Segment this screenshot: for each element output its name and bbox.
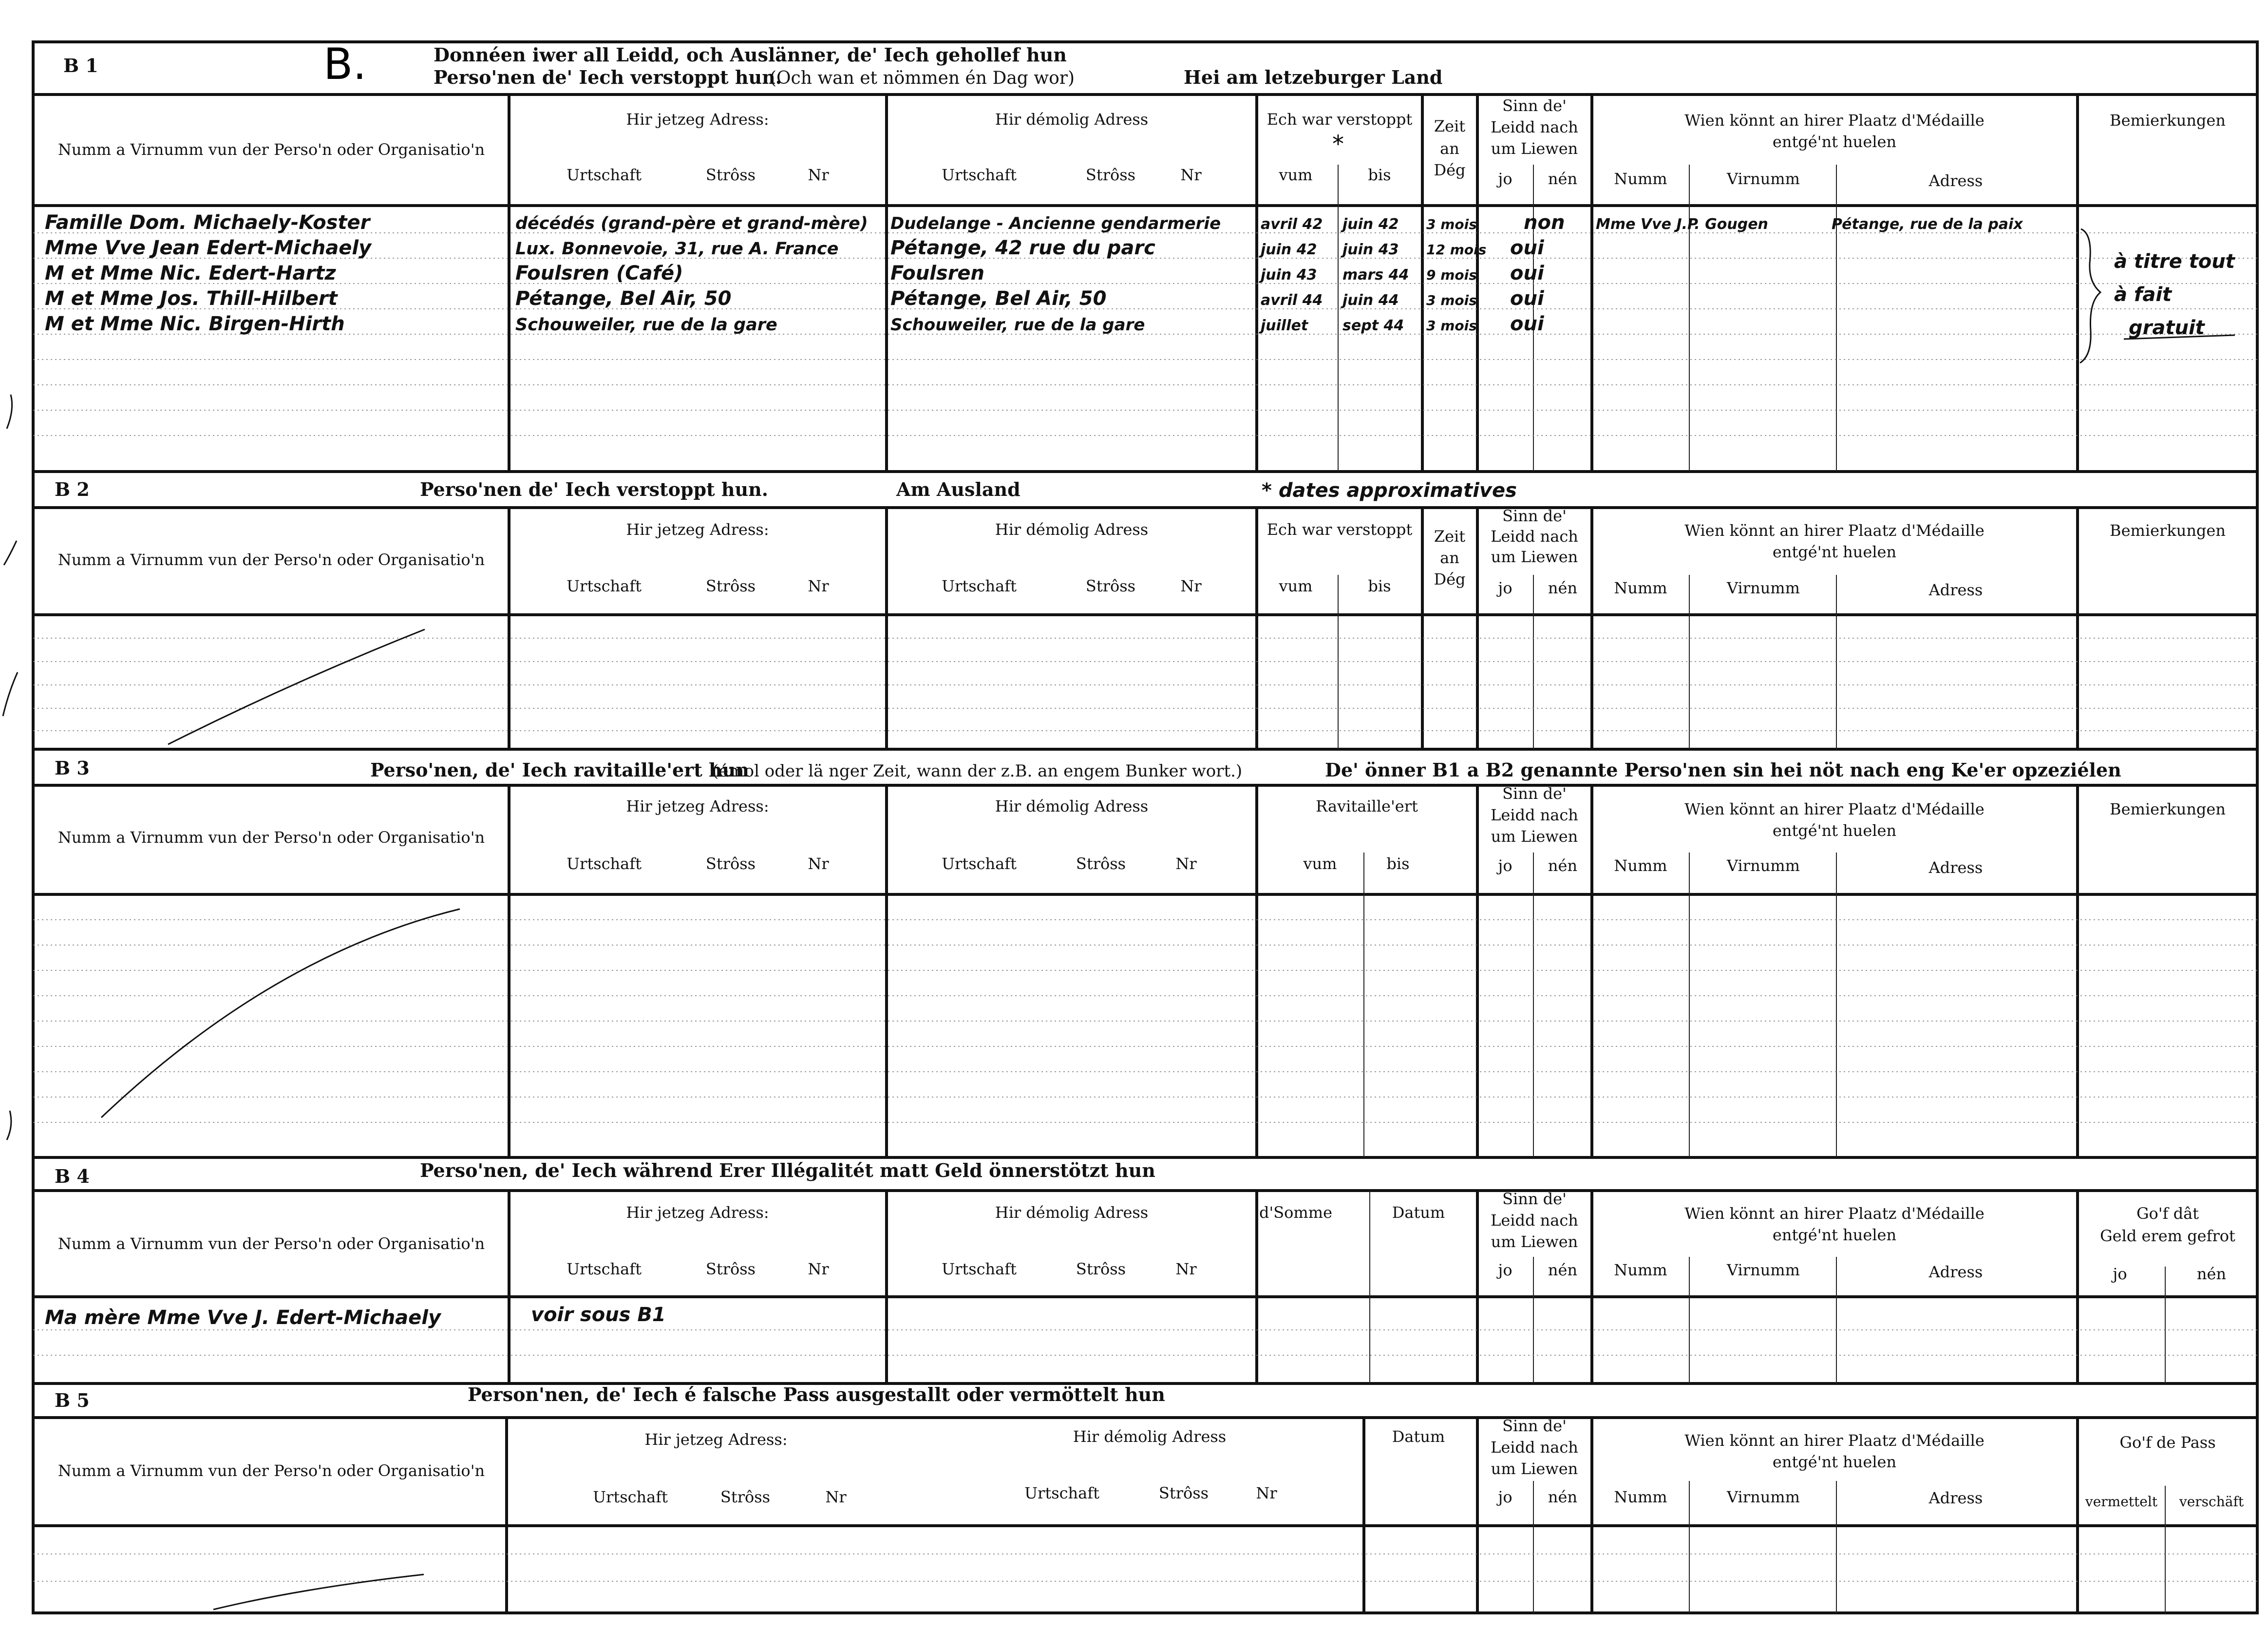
- header-sinn: Sinn de': [1502, 784, 1567, 803]
- header-nr-former: Nr: [1256, 1484, 1277, 1502]
- header-jo: jo: [2113, 1265, 2127, 1283]
- header-stross: Strôss: [720, 1488, 771, 1506]
- header-name: Numm a Virnumm vun der Perso'n oder Organisatio'n: [57, 550, 485, 569]
- header-zeit-deg: Dég: [1434, 570, 1466, 588]
- header-numm: Numm: [1614, 579, 1667, 597]
- header-vum: vum: [1303, 854, 1337, 873]
- header-bis: bis: [1386, 854, 1410, 873]
- header-adress: Adress: [1928, 171, 1983, 190]
- header-nen: nén: [2196, 1265, 2227, 1283]
- entry-status: oui: [1510, 262, 1544, 284]
- table-row: [45, 313, 1545, 335]
- entry-name: Famille Dom. Michaely-Koster: [45, 211, 370, 234]
- section-code-b5: B 5: [55, 1389, 90, 1411]
- header-hidden: Ech war verstoppt: [1266, 520, 1413, 539]
- header-medal: Wien könnt an hirer Plaatz d'Médaille: [1684, 800, 1984, 818]
- entry-bis: mars 44: [1342, 266, 1409, 284]
- header-sinn-liewen: um Liewen: [1491, 1232, 1578, 1251]
- header-former-address: Hir démolig Adress: [995, 797, 1149, 815]
- header-name: Numm a Virnumm vun der Perso'n oder Organisatio'n: [57, 140, 485, 159]
- entry-current: Schouweiler, rue de la gare: [515, 315, 777, 335]
- header-gof-money-2: Geld erem gefrot: [2100, 1227, 2235, 1245]
- header-name: Numm a Virnumm vun der Perso'n oder Organisatio'n: [57, 1234, 485, 1253]
- header-verschaft: verschäft: [2179, 1494, 2244, 1510]
- margin-mark: [7, 395, 12, 429]
- header-urtschaft: Urtschaft: [567, 1260, 642, 1278]
- entry-bis: juin 44: [1342, 292, 1399, 309]
- header-vum: vum: [1279, 577, 1313, 595]
- margin-mark: [3, 672, 18, 716]
- header-stross-former: Strôss: [1158, 1484, 1209, 1502]
- header-medal-2: entgé'nt huelen: [1772, 1226, 1897, 1244]
- header-bis: bis: [1368, 166, 1391, 184]
- entry-former: Pétange, Bel Air, 50: [890, 287, 1107, 310]
- entry-name: Mme Vve Jean Edert-Michaely: [45, 237, 372, 259]
- header-nr-former: Nr: [1180, 577, 1202, 595]
- entry-status: oui: [1510, 287, 1544, 310]
- header-adress: Adress: [1928, 581, 1983, 599]
- header-stross-former: Strôss: [1076, 854, 1126, 873]
- entry-bis: juin 43: [1342, 241, 1399, 258]
- entry-current: voir sous B1: [531, 1304, 666, 1326]
- header-virnumm: Virnumm: [1727, 579, 1800, 597]
- header-nr: Nr: [825, 1488, 847, 1506]
- entry-status: non: [1524, 211, 1565, 234]
- header-adress: Adress: [1928, 858, 1983, 877]
- table-row: [45, 237, 1545, 259]
- header-urtschaft-former: Urtschaft: [1024, 1484, 1099, 1502]
- header-numm: Numm: [1614, 856, 1667, 875]
- table-row: [45, 1304, 666, 1329]
- entry-vum: juin 42: [1261, 241, 1317, 258]
- table-row: [45, 287, 1545, 310]
- header-sinn: Sinn de': [1502, 507, 1567, 525]
- table-row: [45, 211, 2023, 234]
- header-urtschaft-former: Urtschaft: [942, 1260, 1017, 1278]
- header-stross-former: Strôss: [1076, 1260, 1126, 1278]
- header-current-address: Hir jetzeg Adress:: [644, 1430, 788, 1449]
- header-former-address: Hir démolig Adress: [995, 110, 1149, 129]
- header-urtschaft-former: Urtschaft: [942, 577, 1017, 595]
- header-name: Numm a Virnumm vun der Perso'n oder Organisatio'n: [57, 828, 485, 847]
- section-b5: [33, 1383, 2257, 1613]
- header-ravitailleert: Ravitaille'ert: [1316, 797, 1418, 815]
- header-nr-former: Nr: [1175, 1260, 1197, 1278]
- header-datum: Datum: [1392, 1203, 1445, 1222]
- header-sinn-leidd: Leidd nach: [1491, 1211, 1578, 1230]
- header-nen: nén: [1548, 170, 1578, 188]
- header-datum: Datum: [1392, 1427, 1445, 1446]
- section-note: (émol oder lä nger Zeit, wann der z.B. an engem Bunker wort.): [712, 761, 1243, 781]
- header-vermettelt: vermettelt: [2085, 1494, 2158, 1510]
- header-zeit: Zeit: [1434, 117, 1466, 135]
- section-subtitle: Perso'nen de' Iech verstoppt hun.: [434, 66, 782, 88]
- entry-zeit: 3 mois: [1426, 318, 1477, 334]
- entry-status: oui: [1510, 237, 1544, 259]
- header-sinn-liewen: um Liewen: [1491, 139, 1578, 158]
- header-jo: jo: [1498, 170, 1512, 188]
- header-medal-2: entgé'nt huelen: [1772, 821, 1897, 840]
- section-b2: [33, 478, 2257, 749]
- header-nen: nén: [1548, 579, 1578, 597]
- strike-through-line: [168, 629, 425, 744]
- table-row: [45, 262, 1545, 284]
- header-sinn-leidd: Leidd nach: [1491, 527, 1578, 546]
- asterisk-mark: *: [1332, 131, 1344, 158]
- margin-mark: [7, 1111, 11, 1140]
- entry-former: Schouweiler, rue de la gare: [890, 315, 1145, 335]
- margin-mark: [4, 541, 17, 565]
- entry-zeit: 9 mois: [1426, 267, 1477, 283]
- header-former-address: Hir démolig Adress: [1073, 1427, 1227, 1446]
- header-virnumm: Virnumm: [1727, 1488, 1800, 1506]
- form-letter: B.: [323, 39, 367, 89]
- entry-current: Lux. Bonnevoie, 31, rue A. France: [515, 239, 839, 259]
- strike-through-line: [101, 909, 460, 1118]
- section-title: Person'nen, de' Iech é falsche Pass ausgestallt oder vermöttelt hun: [468, 1383, 1165, 1405]
- header-stross: Strôss: [705, 1260, 756, 1278]
- header-jo: jo: [1498, 856, 1512, 875]
- header-name: Numm a Virnumm vun der Perso'n oder Organisatio'n: [57, 1461, 485, 1480]
- section-code-b3: B 3: [55, 757, 90, 779]
- section-code-b1: B 1: [63, 55, 98, 76]
- header-sinn-liewen: um Liewen: [1491, 548, 1578, 566]
- header-stross-former: Strôss: [1085, 577, 1136, 595]
- header-sinn: Sinn de': [1502, 1190, 1567, 1208]
- section-b4: [33, 1159, 2257, 1383]
- header-urtschaft-former: Urtschaft: [942, 854, 1017, 873]
- section-code-b4: B 4: [55, 1165, 90, 1187]
- header-current-address: Hir jetzeg Adress:: [626, 520, 769, 539]
- header-stross: Strôss: [705, 854, 756, 873]
- remark-bracket: [2080, 229, 2100, 363]
- entry-former: Pétange, 42 rue du parc: [890, 237, 1155, 259]
- header-jo: jo: [1498, 579, 1512, 597]
- header-medal: Wien könnt an hirer Plaatz d'Médaille: [1684, 521, 1984, 540]
- header-sinn-leidd: Leidd nach: [1491, 118, 1578, 136]
- entry-medal-name: Mme Vve J.P. Gougen: [1596, 216, 1768, 233]
- entry-current: Foulsren (Café): [515, 262, 683, 284]
- entry-zeit: 12 mois: [1426, 242, 1487, 258]
- header-gof-money: Go'f dât: [2136, 1204, 2199, 1223]
- header-zeit-an: an: [1440, 139, 1459, 158]
- header-current-address: Hir jetzeg Adress:: [626, 797, 769, 815]
- header-urtschaft: Urtschaft: [593, 1488, 668, 1506]
- header-zeit-an: an: [1440, 549, 1459, 567]
- header-urtschaft: Urtschaft: [567, 166, 642, 184]
- header-urtschaft: Urtschaft: [567, 577, 642, 595]
- header-sinn: Sinn de': [1502, 1417, 1567, 1435]
- header-nr: Nr: [808, 166, 829, 184]
- section-code-b2: B 2: [55, 478, 90, 500]
- header-medal: Wien könnt an hirer Plaatz d'Médaille: [1684, 1431, 1984, 1450]
- header-somme: d'Somme: [1259, 1203, 1333, 1222]
- section-b1: [33, 39, 2257, 472]
- entry-zeit: 3 mois: [1426, 216, 1477, 232]
- header-numm: Numm: [1614, 1488, 1667, 1506]
- header-gof-pass: Go'f de Pass: [2119, 1433, 2216, 1452]
- entry-zeit: 3 mois: [1426, 292, 1477, 308]
- entry-vum: avril 42: [1261, 216, 1323, 233]
- entry-status: oui: [1510, 313, 1544, 335]
- header-former-address: Hir démolig Adress: [995, 1203, 1149, 1222]
- header-bis: bis: [1368, 577, 1391, 595]
- header-remarks: Bemierkungen: [2110, 521, 2226, 540]
- entry-name: M et Mme Nic. Birgen-Hirth: [45, 313, 345, 335]
- header-vum: vum: [1279, 166, 1313, 184]
- dates-note: * dates approximatives: [1262, 479, 1517, 502]
- header-current-address: Hir jetzeg Adress:: [626, 1203, 769, 1222]
- header-nen: nén: [1548, 1488, 1578, 1506]
- section-title: Perso'nen, de' Iech ravitaille'ert hun: [370, 759, 749, 781]
- header-medal-2: entgé'nt huelen: [1772, 133, 1897, 151]
- header-numm: Numm: [1614, 170, 1667, 188]
- section-location: Hei am letzeburger Land: [1184, 66, 1443, 88]
- header-nen: nén: [1548, 1261, 1578, 1279]
- header-sinn-liewen: um Liewen: [1491, 1459, 1578, 1478]
- header-virnumm: Virnumm: [1727, 856, 1800, 875]
- header-current-address: Hir jetzeg Adress:: [626, 110, 769, 129]
- entry-vum: juin 43: [1261, 266, 1317, 284]
- header-remarks: Bemierkungen: [2110, 800, 2226, 818]
- header-zeit-deg: Dég: [1434, 161, 1466, 179]
- header-sinn: Sinn de': [1502, 96, 1567, 115]
- header-former-address: Hir démolig Adress: [995, 520, 1149, 539]
- section-location: Am Ausland: [896, 478, 1021, 500]
- entry-vum: juillet: [1261, 317, 1308, 334]
- header-adress: Adress: [1928, 1263, 1983, 1281]
- header-nen: nén: [1548, 856, 1578, 875]
- header-numm: Numm: [1614, 1261, 1667, 1279]
- header-zeit: Zeit: [1434, 527, 1466, 546]
- remark-line-2: à fait: [2114, 284, 2172, 306]
- section-title: Perso'nen de' Iech verstoppt hun.: [420, 478, 768, 500]
- header-stross-former: Strôss: [1085, 166, 1136, 184]
- header-jo: jo: [1498, 1488, 1512, 1506]
- strike-through-line: [213, 1574, 424, 1610]
- header-nr: Nr: [808, 577, 829, 595]
- header-virnumm: Virnumm: [1727, 1261, 1800, 1279]
- header-medal-2: entgé'nt huelen: [1772, 543, 1897, 561]
- entry-vum: avril 44: [1261, 292, 1323, 309]
- entry-former: Dudelange - Ancienne gendarmerie: [890, 214, 1221, 233]
- header-medal: Wien könnt an hirer Plaatz d'Médaille: [1684, 1204, 1984, 1223]
- header-nr: Nr: [808, 1260, 829, 1278]
- entry-name: Ma mère Mme Vve J. Edert-Michaely: [45, 1307, 441, 1329]
- header-medal-2: entgé'nt huelen: [1772, 1453, 1897, 1471]
- remark-line-1: à titre tout: [2114, 250, 2235, 273]
- header-jo: jo: [1498, 1261, 1512, 1279]
- header-nr-former: Nr: [1180, 166, 1202, 184]
- entry-current: Pétange, Bel Air, 50: [515, 287, 732, 310]
- section-subtitle-note: (Och wan et nömmen én Dag wor): [770, 68, 1075, 88]
- header-adress: Adress: [1928, 1489, 1983, 1507]
- header-stross: Strôss: [705, 577, 756, 595]
- header-virnumm: Virnumm: [1727, 170, 1800, 188]
- section-title: Perso'nen, de' Iech während Erer Illégalitét matt Geld önnerstötzt hun: [420, 1159, 1155, 1181]
- header-hidden: Ech war verstoppt: [1266, 110, 1413, 129]
- section-b3: [33, 757, 2257, 1157]
- header-urtschaft-former: Urtschaft: [942, 166, 1017, 184]
- entry-bis: juin 42: [1342, 216, 1399, 233]
- entry-name: M et Mme Nic. Edert-Hartz: [45, 262, 336, 284]
- entry-bis: sept 44: [1342, 317, 1404, 334]
- entry-former: Foulsren: [890, 262, 985, 284]
- entry-current: décédés (grand-père et grand-mère): [515, 214, 868, 233]
- header-nr: Nr: [808, 854, 829, 873]
- header-remarks: Bemierkungen: [2110, 111, 2226, 130]
- entry-name: M et Mme Jos. Thill-Hilbert: [45, 287, 338, 310]
- header-sinn-liewen: um Liewen: [1491, 827, 1578, 846]
- header-medal: Wien könnt an hirer Plaatz d'Médaille: [1684, 111, 1984, 130]
- remark-line-3: gratuit: [2129, 317, 2205, 339]
- header-sinn-leidd: Leidd nach: [1491, 806, 1578, 824]
- header-sinn-leidd: Leidd nach: [1491, 1438, 1578, 1457]
- section-title: Donnéen iwer all Leidd, och Auslänner, de' Iech gehollef hun: [434, 44, 1067, 66]
- section-instruction: De' önner B1 a B2 genannte Perso'nen sin hei nöt nach eng Ke'er opzeziélen: [1325, 759, 2121, 781]
- header-nr-former: Nr: [1175, 854, 1197, 873]
- entry-medal-address: Pétange, rue de la paix: [1832, 216, 2023, 233]
- header-stross: Strôss: [705, 166, 756, 184]
- header-urtschaft: Urtschaft: [567, 854, 642, 873]
